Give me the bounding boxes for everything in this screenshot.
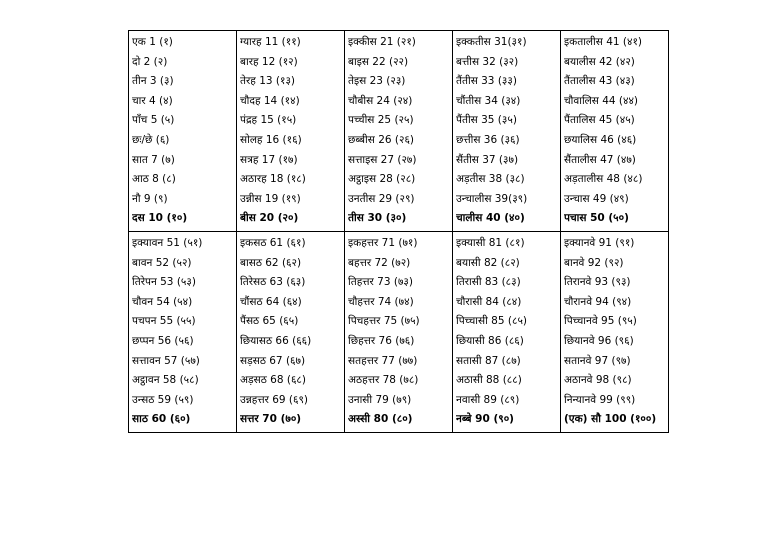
- number-entry: पैंतीस 35 (३५): [456, 114, 517, 127]
- number-entry: छब्बीस 26 (२६): [348, 133, 415, 146]
- number-entry: तिरेपन 53 (५३): [132, 276, 196, 289]
- number-entry: सैंतालीस 47 (४७): [564, 153, 636, 166]
- number-entry: अड़तालीस 48 (४८): [564, 173, 643, 186]
- number-entry: इकसठ 61 (६१): [240, 237, 306, 249]
- number-entry: नौ 9 (९): [132, 192, 168, 205]
- number-entry: सात 7 (७): [132, 153, 175, 166]
- number-entry: तिरासी 83 (८३): [456, 276, 521, 289]
- number-entry: छयालिस 46 (४६): [564, 133, 637, 146]
- number-entry: तिरानवे 93 (९३): [564, 276, 631, 289]
- number-entry: दस 10 (१०): [132, 212, 188, 225]
- number-entry: साठ 60 (६०): [132, 413, 191, 426]
- number-entry: उन्सठ 59 (५९): [132, 393, 194, 406]
- number-entry: आठ 8 (८): [132, 173, 176, 186]
- number-entry: इकहत्तर 71 (७१): [348, 237, 418, 249]
- table-row: [129, 232, 669, 433]
- number-entry: इकतालीस 41 (४१): [564, 36, 643, 48]
- number-entry: बहत्तर 72 (७२): [348, 256, 411, 269]
- table-cell: [237, 232, 345, 433]
- numbers-table: [128, 30, 669, 433]
- number-entry: पचपन 55 (५५): [132, 315, 196, 328]
- number-entry: छप्पन 56 (५६): [132, 334, 194, 347]
- number-entry: चौंसठ 64 (६४): [240, 295, 302, 308]
- number-entry: पिचहत्तर 75 (७५): [348, 315, 420, 328]
- number-entry: सतहत्तर 77 (७७): [348, 354, 418, 367]
- number-entry: अट्ठावन 58 (५८): [132, 374, 199, 387]
- number-entry: बासठ 62 (६२): [240, 256, 302, 269]
- number-entry: सड़सठ 67 (६७): [240, 354, 306, 367]
- number-entry: छियासठ 66 (६६): [240, 334, 312, 347]
- number-entry: पैंतालिस 45 (४५): [564, 114, 635, 127]
- number-entry: छत्तीस 36 (३६): [456, 133, 520, 146]
- number-entry: उनासी 79 (७९): [348, 393, 412, 406]
- number-entry: (एक) सौ 100 (१००): [564, 413, 657, 426]
- number-entry: तीस 30 (३०): [348, 212, 407, 225]
- number-entry: तेइस 23 (२३): [348, 75, 406, 88]
- number-entry: पिच्चासी 85 (८५): [456, 315, 527, 328]
- number-entry: चौवालिस 44 (४४): [564, 94, 639, 107]
- number-entry: चालीस 40 (४०): [456, 212, 525, 225]
- number-entry: तिहत्तर 73 (७३): [348, 276, 413, 289]
- number-entry: पंद्रह 15 (१५): [240, 114, 297, 127]
- number-entry: चौंतीस 34 (३४): [456, 94, 521, 107]
- number-entry: चौरानवे 94 (९४): [564, 295, 632, 308]
- number-entry: अस्सी 80 (८०): [348, 413, 413, 426]
- table-cell: [453, 31, 561, 232]
- number-entry: इक्यावन 51 (५१): [132, 237, 203, 249]
- table-cell: [561, 31, 669, 232]
- number-entry: इक्यानवे 91 (९१): [564, 237, 635, 249]
- number-entry: अट्ठाइस 28 (२८): [348, 173, 416, 186]
- number-entry: अड़तीस 38 (३८): [456, 173, 525, 186]
- number-entry: चौवन 54 (५४): [132, 295, 193, 308]
- number-entry: सत्ताइस 27 (२७): [348, 153, 417, 166]
- table-row: [129, 31, 669, 232]
- number-entry: इक्यासी 81 (८१): [456, 237, 525, 249]
- number-entry: अठहत्तर 78 (७८): [348, 374, 419, 387]
- number-entry: ग्यारह 11 (११): [240, 36, 301, 48]
- number-entry: बारह 12 (१२): [240, 55, 298, 68]
- number-entry: तीन 3 (३): [132, 75, 174, 88]
- number-entry: तैंतीस 33 (३३): [456, 75, 517, 88]
- number-entry: चौबीस 24 (२४): [348, 94, 413, 107]
- number-entry: बयासी 82 (८२): [456, 256, 520, 269]
- number-entry: बावन 52 (५२): [132, 256, 192, 269]
- number-entry: इक्कीस 21 (२१): [348, 36, 416, 48]
- number-entry: उन्नीस 19 (१९): [240, 192, 301, 205]
- table-cell: [345, 232, 453, 433]
- number-entry: उन्चास 49 (४९): [564, 192, 629, 205]
- number-entry: तेरह 13 (१३): [240, 75, 296, 88]
- number-entry: सैंतीस 37 (३७): [456, 153, 519, 166]
- number-entry: इक्कतीस 31(३१): [456, 36, 527, 48]
- number-entry: छः/छे (६): [132, 133, 170, 146]
- number-entry: उन्चालीस 39(३९): [456, 192, 528, 205]
- number-entry: अठारह 18 (१८): [240, 173, 306, 186]
- number-entry: एक 1 (१): [132, 36, 173, 48]
- number-entry: सोलह 16 (१६): [240, 133, 302, 146]
- table-cell: [561, 232, 669, 433]
- number-entry: अड़सठ 68 (६८): [240, 374, 306, 387]
- number-entry: चौरासी 84 (८४): [456, 295, 522, 308]
- number-entry: सतासी 87 (८७): [456, 354, 521, 367]
- table-cell: [129, 31, 237, 232]
- number-entry: उन्नहत्तर 69 (६९): [240, 393, 309, 406]
- number-entry: बत्तीस 32 (३२): [456, 55, 519, 68]
- number-entry: तैंतालीस 43 (४३): [564, 75, 635, 88]
- number-entry: अठासी 88 (८८): [456, 374, 522, 387]
- number-entry: चौदह 14 (१४): [240, 94, 300, 107]
- number-entry: छियानवे 96 (९६): [564, 334, 634, 347]
- number-entry: नवासी 89 (८९): [456, 393, 520, 406]
- number-entry: सत्तावन 57 (५७): [132, 354, 200, 367]
- number-entry: बाइस 22 (२२): [348, 55, 409, 68]
- number-entry: दो 2 (२): [132, 55, 168, 68]
- table-cell: [345, 31, 453, 232]
- number-entry: सत्रह 17 (१७): [240, 153, 298, 166]
- number-entry: उनतीस 29 (२९): [348, 192, 415, 205]
- number-entry: अठानवे 98 (९८): [564, 374, 632, 387]
- number-entry: छियासी 86 (८६): [456, 334, 524, 347]
- number-entry: पच्चीस 25 (२५): [348, 114, 414, 127]
- number-entry: बयालीस 42 (४२): [564, 55, 635, 68]
- number-entry: पिच्चानवे 95 (९५): [564, 315, 637, 328]
- number-entry: निन्यानवे 99 (९९): [564, 393, 636, 406]
- number-entry: बानवे 92 (९२): [564, 256, 624, 269]
- number-entry: पाँच 5 (५): [132, 114, 175, 127]
- number-entry: चौहत्तर 74 (७४): [348, 295, 414, 308]
- number-entry: छिहत्तर 76 (७६): [348, 334, 415, 347]
- table-cell: [129, 232, 237, 433]
- number-entry: चार 4 (४): [132, 94, 173, 107]
- number-entry: नब्बे 90 (९०): [456, 413, 514, 426]
- table-cell: [453, 232, 561, 433]
- number-entry: पैंसठ 65 (६५): [240, 315, 299, 328]
- number-entry: सतानवे 97 (९७): [564, 354, 631, 367]
- number-entry: बीस 20 (२०): [240, 212, 299, 225]
- table-cell: [237, 31, 345, 232]
- number-entry: पचास 50 (५०): [564, 212, 629, 225]
- number-entry: सत्तर 70 (७०): [240, 413, 302, 426]
- number-entry: तिरेसठ 63 (६३): [240, 276, 306, 289]
